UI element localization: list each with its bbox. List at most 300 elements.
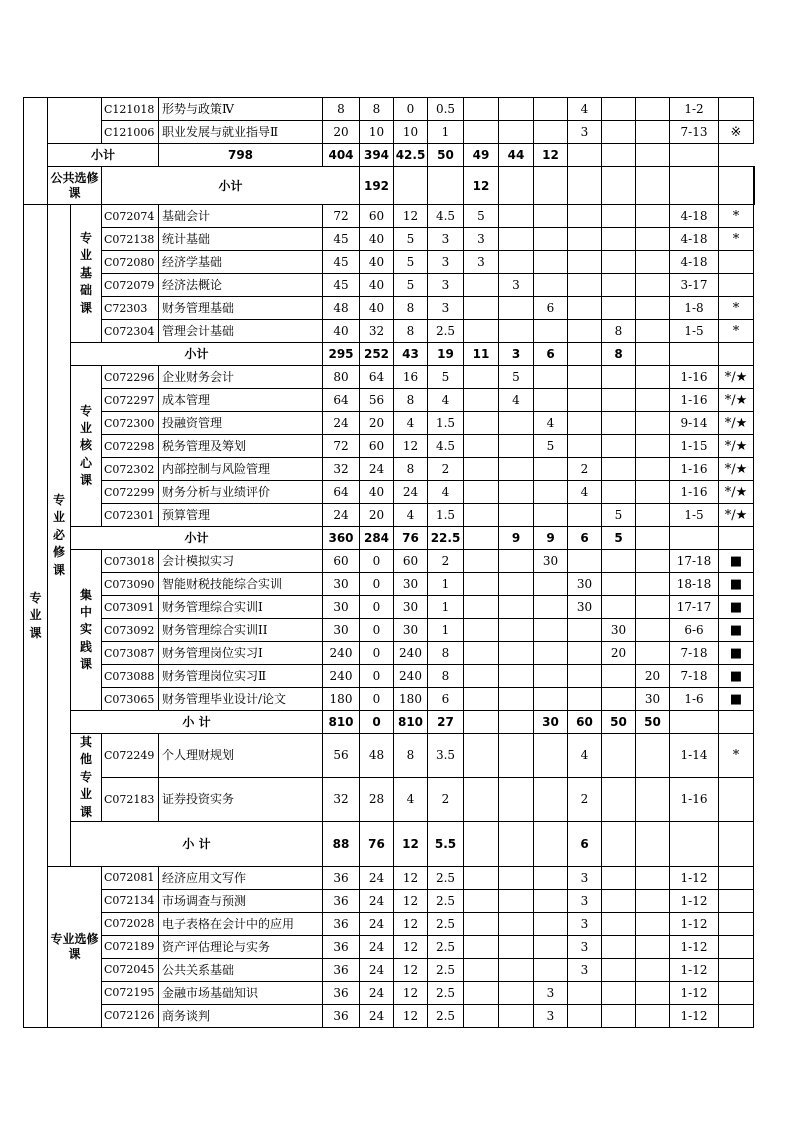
course-code: C072081 xyxy=(102,866,159,889)
course-name: 财务管理岗位实习Ⅱ xyxy=(159,665,323,688)
cell-s5 xyxy=(602,573,636,596)
cell-weeks: 1-6 xyxy=(670,688,719,711)
cell-credit: 1.5 xyxy=(428,412,464,435)
cell-s1 xyxy=(464,665,499,688)
cell-practice: 12 xyxy=(394,889,428,912)
course-name: 成本管理 xyxy=(159,389,323,412)
cell-s6: 30 xyxy=(636,688,670,711)
cell-total: 48 xyxy=(323,297,360,320)
cell-s1: 5 xyxy=(464,205,499,228)
cell-s4: 2 xyxy=(568,458,602,481)
cell-credit: 1 xyxy=(428,596,464,619)
subtotal-credit: 22.5 xyxy=(428,527,464,550)
cell-s4 xyxy=(568,320,602,343)
subtotal-label: 小计 xyxy=(48,144,159,167)
subtotal-note xyxy=(670,144,719,167)
cell-s2: 3 xyxy=(499,274,534,297)
subtotal-s4: 60 xyxy=(568,711,602,734)
cell-weeks: 4-18 xyxy=(670,205,719,228)
course-code: C072304 xyxy=(102,320,159,343)
cell-s2 xyxy=(499,619,534,642)
subtotal-total: 88 xyxy=(323,821,360,866)
cell-s6 xyxy=(636,573,670,596)
public-elective-label: 公共选修课 xyxy=(48,167,102,205)
subtotal-row xyxy=(24,343,755,366)
cell-s6 xyxy=(636,320,670,343)
table-row xyxy=(24,504,755,527)
course-name: 经济法概论 xyxy=(159,274,323,297)
cell-s2 xyxy=(499,665,534,688)
cell-theory: 8 xyxy=(360,98,394,121)
cell-s3 xyxy=(534,596,568,619)
subtotal-note xyxy=(719,821,754,866)
cell-weeks: 17-18 xyxy=(670,550,719,573)
cell-s5 xyxy=(602,935,636,958)
course-code: C072126 xyxy=(102,1004,159,1027)
table-row xyxy=(24,777,755,821)
subtotal-label: 小计 xyxy=(102,167,360,205)
subtotal-note xyxy=(719,343,754,366)
subtotal-s6 xyxy=(636,821,670,866)
cell-s4: 4 xyxy=(568,481,602,504)
subtotal-s1: 11 xyxy=(464,343,499,366)
cell-s5: 8 xyxy=(602,320,636,343)
cell-note: */★ xyxy=(719,435,754,458)
subtotal-s5: 8 xyxy=(602,343,636,366)
subtotal-weeks xyxy=(636,144,670,167)
course-name: 公共关系基础 xyxy=(159,958,323,981)
cell-practice: 12 xyxy=(394,435,428,458)
cell-total: 36 xyxy=(323,958,360,981)
cell-s1 xyxy=(464,734,499,778)
cell-credit: 2 xyxy=(428,550,464,573)
cell-credit: 2.5 xyxy=(428,866,464,889)
cell-weeks: 1-15 xyxy=(670,435,719,458)
cell-practice: 12 xyxy=(394,981,428,1004)
subtotal-note xyxy=(719,711,754,734)
subtotal-total: 192 xyxy=(360,167,394,205)
cell-note xyxy=(719,251,754,274)
cell-total: 45 xyxy=(323,251,360,274)
subtotal-row xyxy=(24,527,755,550)
cell-theory: 56 xyxy=(360,389,394,412)
cell-practice: 12 xyxy=(394,935,428,958)
cell-s5 xyxy=(602,1004,636,1027)
section-label-other-text: 其他专业课 xyxy=(79,735,92,819)
table-row xyxy=(24,935,755,958)
cell-practice: 10 xyxy=(394,121,428,144)
cell-s2 xyxy=(499,228,534,251)
cell-weeks: 1-16 xyxy=(670,389,719,412)
cell-s6 xyxy=(636,297,670,320)
cell-s3 xyxy=(534,504,568,527)
subtotal-s1 xyxy=(464,821,499,866)
cell-s4: 3 xyxy=(568,121,602,144)
cell-credit: 4.5 xyxy=(428,205,464,228)
cell-s2 xyxy=(499,734,534,778)
cell-credit: 2.5 xyxy=(428,935,464,958)
cell-practice: 16 xyxy=(394,366,428,389)
subtotal-s3: 30 xyxy=(534,711,568,734)
cell-credit: 2.5 xyxy=(428,889,464,912)
cell-note: */★ xyxy=(719,366,754,389)
cell-practice: 12 xyxy=(394,1004,428,1027)
cell-s5 xyxy=(602,205,636,228)
cell-s3 xyxy=(534,366,568,389)
cell-s3: 30 xyxy=(534,550,568,573)
table-row xyxy=(24,121,755,144)
cell-s2 xyxy=(499,777,534,821)
course-name: 财务管理毕业设计/论文 xyxy=(159,688,323,711)
cell-theory: 40 xyxy=(360,251,394,274)
subtotal-s6 xyxy=(602,144,636,167)
cell-total: 32 xyxy=(323,777,360,821)
cell-note: */★ xyxy=(719,481,754,504)
cell-weeks: 1-12 xyxy=(670,912,719,935)
subtotal-theory: 404 xyxy=(323,144,360,167)
cell-note: */★ xyxy=(719,389,754,412)
cell-s3 xyxy=(534,251,568,274)
cell-s1 xyxy=(464,550,499,573)
subtotal-weeks xyxy=(670,711,719,734)
cell-s4 xyxy=(568,619,602,642)
cell-note: ■ xyxy=(719,619,754,642)
subtotal-s5: 50 xyxy=(602,711,636,734)
cell-practice: 5 xyxy=(394,274,428,297)
course-code: C072300 xyxy=(102,412,159,435)
cell-s6 xyxy=(636,777,670,821)
cell-credit: 2.5 xyxy=(428,981,464,1004)
cell-credit: 4 xyxy=(428,389,464,412)
cell-s1 xyxy=(464,458,499,481)
cell-total: 36 xyxy=(323,866,360,889)
cell-note: ■ xyxy=(719,665,754,688)
cell-s2 xyxy=(499,412,534,435)
cell-credit: 2.5 xyxy=(428,958,464,981)
cell-s1 xyxy=(464,504,499,527)
cell-practice: 5 xyxy=(394,228,428,251)
cell-s2 xyxy=(499,935,534,958)
cell-weeks: 17-17 xyxy=(670,596,719,619)
cell-s5 xyxy=(602,458,636,481)
cell-s4 xyxy=(568,435,602,458)
cell-total: 36 xyxy=(323,889,360,912)
course-name: 统计基础 xyxy=(159,228,323,251)
cell-s3 xyxy=(534,98,568,121)
cell-s6 xyxy=(636,389,670,412)
cell-total: 72 xyxy=(323,205,360,228)
cell-credit: 0.5 xyxy=(428,98,464,121)
cell-total: 30 xyxy=(323,619,360,642)
cell-total: 36 xyxy=(323,912,360,935)
subtotal-s6: 50 xyxy=(636,711,670,734)
cell-s4: 4 xyxy=(568,98,602,121)
table-row xyxy=(24,251,755,274)
subtotal-weeks xyxy=(670,343,719,366)
course-name: 管理会计基础 xyxy=(159,320,323,343)
cell-s3 xyxy=(534,889,568,912)
major-required-label-text: 专业必修课 xyxy=(52,493,65,577)
cell-total: 240 xyxy=(323,642,360,665)
subtotal-note xyxy=(719,527,754,550)
table-row xyxy=(24,435,755,458)
cell-s6 xyxy=(636,228,670,251)
cell-s3 xyxy=(534,458,568,481)
course-code: C072138 xyxy=(102,228,159,251)
cell-s2 xyxy=(499,504,534,527)
cell-theory: 0 xyxy=(360,665,394,688)
cell-s1 xyxy=(464,777,499,821)
cell-s6 xyxy=(636,596,670,619)
section-label-practice-text: 集中实践课 xyxy=(79,587,92,672)
cell-s6 xyxy=(636,642,670,665)
cell-credit: 8 xyxy=(428,665,464,688)
cell-note xyxy=(719,958,754,981)
cell-credit: 2.5 xyxy=(428,1004,464,1027)
cell-s1 xyxy=(464,958,499,981)
subtotal-s4: 12 xyxy=(534,144,568,167)
cell-s5 xyxy=(602,435,636,458)
cell-weeks: 1-8 xyxy=(670,297,719,320)
course-name: 经济应用文写作 xyxy=(159,866,323,889)
cell-total: 36 xyxy=(323,981,360,1004)
cell-practice: 4 xyxy=(394,777,428,821)
cell-s2 xyxy=(499,550,534,573)
cell-credit: 3 xyxy=(428,297,464,320)
cell-s1 xyxy=(464,596,499,619)
subtotal-s5 xyxy=(568,144,602,167)
subtotal-s6 xyxy=(636,343,670,366)
cell-s2 xyxy=(499,251,534,274)
cell-weeks: 1-16 xyxy=(670,481,719,504)
course-name: 证券投资实务 xyxy=(159,777,323,821)
subtotal-s1 xyxy=(464,711,499,734)
cell-practice: 240 xyxy=(394,665,428,688)
course-name: 预算管理 xyxy=(159,504,323,527)
cell-note xyxy=(719,866,754,889)
cell-s4: 4 xyxy=(568,734,602,778)
course-name: 个人理财规划 xyxy=(159,734,323,778)
cell-credit: 2 xyxy=(428,458,464,481)
course-code: C072302 xyxy=(102,458,159,481)
cell-credit: 3 xyxy=(428,274,464,297)
cell-s6 xyxy=(636,912,670,935)
section-label-basic xyxy=(71,205,102,343)
subgroup-blank xyxy=(48,98,102,144)
subtotal-theory: 76 xyxy=(360,821,394,866)
section-label-practice xyxy=(71,550,102,711)
cell-s1 xyxy=(464,435,499,458)
course-name: 市场调查与预测 xyxy=(159,889,323,912)
cell-theory: 20 xyxy=(360,412,394,435)
subtotal-practice: 12 xyxy=(394,821,428,866)
cell-s1 xyxy=(464,481,499,504)
cell-note: */★ xyxy=(719,458,754,481)
cell-s2 xyxy=(499,889,534,912)
cell-s5 xyxy=(602,412,636,435)
cell-s2 xyxy=(499,912,534,935)
cell-weeks: 3-17 xyxy=(670,274,719,297)
cell-theory: 40 xyxy=(360,274,394,297)
cell-practice: 30 xyxy=(394,573,428,596)
cell-s2 xyxy=(499,642,534,665)
course-code: C073091 xyxy=(102,596,159,619)
cell-s3 xyxy=(534,958,568,981)
section-label-basic-text: 专业基础课 xyxy=(79,231,92,315)
table-row xyxy=(24,734,755,778)
cell-s6 xyxy=(636,504,670,527)
course-code: C072301 xyxy=(102,504,159,527)
subtotal-credit: 27 xyxy=(428,711,464,734)
cell-note: ■ xyxy=(719,550,754,573)
cell-s5: 5 xyxy=(602,504,636,527)
cell-s4 xyxy=(568,1004,602,1027)
course-code: C121018 xyxy=(102,98,159,121)
cell-theory: 0 xyxy=(360,688,394,711)
cell-s5 xyxy=(602,274,636,297)
cell-s3 xyxy=(534,228,568,251)
cell-weeks: 9-14 xyxy=(670,412,719,435)
cell-s6 xyxy=(636,205,670,228)
cell-s3 xyxy=(534,688,568,711)
cell-weeks: 7-18 xyxy=(670,665,719,688)
cell-s3 xyxy=(534,777,568,821)
table-row xyxy=(24,958,755,981)
cell-practice: 24 xyxy=(394,481,428,504)
cell-theory: 10 xyxy=(360,121,394,144)
table-row xyxy=(24,665,755,688)
subtotal-s1 xyxy=(464,527,499,550)
cell-theory: 24 xyxy=(360,1004,394,1027)
subtotal-s4: 6 xyxy=(568,527,602,550)
course-code: C072296 xyxy=(102,366,159,389)
cell-s1 xyxy=(464,98,499,121)
table-row xyxy=(24,866,755,889)
cell-total: 24 xyxy=(323,412,360,435)
table-row xyxy=(24,1004,755,1027)
cell-s3: 6 xyxy=(534,297,568,320)
cell-practice: 12 xyxy=(394,866,428,889)
subtotal-s5: 5 xyxy=(602,527,636,550)
cell-theory: 0 xyxy=(360,642,394,665)
subtotal-weeks xyxy=(719,167,754,205)
cell-s4 xyxy=(568,665,602,688)
cell-note xyxy=(719,98,754,121)
cell-s5 xyxy=(602,981,636,1004)
cell-s3 xyxy=(534,573,568,596)
cell-practice: 180 xyxy=(394,688,428,711)
subtotal-practice: 394 xyxy=(360,144,394,167)
cell-s4 xyxy=(568,504,602,527)
outer-group-blank xyxy=(24,98,48,205)
table-row xyxy=(24,481,755,504)
subtotal-s3: 6 xyxy=(534,343,568,366)
cell-credit: 6 xyxy=(428,688,464,711)
cell-weeks: 4-18 xyxy=(670,251,719,274)
cell-theory: 24 xyxy=(360,935,394,958)
cell-practice: 12 xyxy=(394,912,428,935)
cell-s3 xyxy=(534,734,568,778)
cell-theory: 60 xyxy=(360,205,394,228)
cell-practice: 8 xyxy=(394,734,428,778)
subtotal-theory xyxy=(394,167,428,205)
table-row xyxy=(24,981,755,1004)
subtotal-theory: 0 xyxy=(360,711,394,734)
course-name: 财务管理综合实训Ⅰ xyxy=(159,596,323,619)
cell-theory: 24 xyxy=(360,912,394,935)
cell-practice: 12 xyxy=(394,958,428,981)
section-label-core xyxy=(71,366,102,527)
cell-s5 xyxy=(602,596,636,619)
subtotal-s6 xyxy=(636,527,670,550)
cell-practice: 5 xyxy=(394,251,428,274)
cell-theory: 40 xyxy=(360,228,394,251)
cell-note xyxy=(719,1004,754,1027)
cell-s4 xyxy=(568,642,602,665)
cell-s4 xyxy=(568,251,602,274)
table-row xyxy=(24,642,755,665)
course-name: 会计模拟实习 xyxy=(159,550,323,573)
cell-credit: 4.5 xyxy=(428,435,464,458)
cell-practice: 30 xyxy=(394,619,428,642)
cell-weeks: 1-5 xyxy=(670,320,719,343)
cell-note: ※ xyxy=(719,121,754,144)
subtotal-credit: 5.5 xyxy=(428,821,464,866)
cell-note xyxy=(719,981,754,1004)
cell-theory: 48 xyxy=(360,734,394,778)
subtotal-credit: 42.5 xyxy=(394,144,428,167)
cell-s6 xyxy=(636,889,670,912)
cell-total: 20 xyxy=(323,121,360,144)
cell-s2 xyxy=(499,297,534,320)
subtotal-s5 xyxy=(636,167,670,205)
course-name: 企业财务会计 xyxy=(159,366,323,389)
cell-s4: 3 xyxy=(568,935,602,958)
subtotal-row xyxy=(24,167,755,205)
cell-practice: 8 xyxy=(394,389,428,412)
cell-s4: 3 xyxy=(568,866,602,889)
cell-credit: 3.5 xyxy=(428,734,464,778)
cell-s2 xyxy=(499,320,534,343)
course-code: C073090 xyxy=(102,573,159,596)
subtotal-s3 xyxy=(534,821,568,866)
cell-note: ■ xyxy=(719,688,754,711)
subtotal-credit: 12 xyxy=(464,167,499,205)
cell-total: 45 xyxy=(323,274,360,297)
cell-credit: 4 xyxy=(428,481,464,504)
course-name: 资产评估理论与实务 xyxy=(159,935,323,958)
cell-s1 xyxy=(464,889,499,912)
cell-s2 xyxy=(499,573,534,596)
subtotal-s4 xyxy=(602,167,636,205)
cell-s4 xyxy=(568,366,602,389)
cell-s1: 3 xyxy=(464,251,499,274)
cell-theory: 40 xyxy=(360,481,394,504)
cell-s1 xyxy=(464,912,499,935)
cell-theory: 0 xyxy=(360,619,394,642)
table-row xyxy=(24,297,755,320)
course-name: 财务管理岗位实习Ⅰ xyxy=(159,642,323,665)
cell-s6 xyxy=(636,958,670,981)
section-label-core-text: 专业核心课 xyxy=(79,403,92,488)
cell-total: 240 xyxy=(323,665,360,688)
course-code: C072299 xyxy=(102,481,159,504)
course-name: 投融资管理 xyxy=(159,412,323,435)
cell-total: 64 xyxy=(323,389,360,412)
cell-note: */★ xyxy=(719,504,754,527)
subtotal-total: 798 xyxy=(159,144,323,167)
cell-credit: 3 xyxy=(428,251,464,274)
